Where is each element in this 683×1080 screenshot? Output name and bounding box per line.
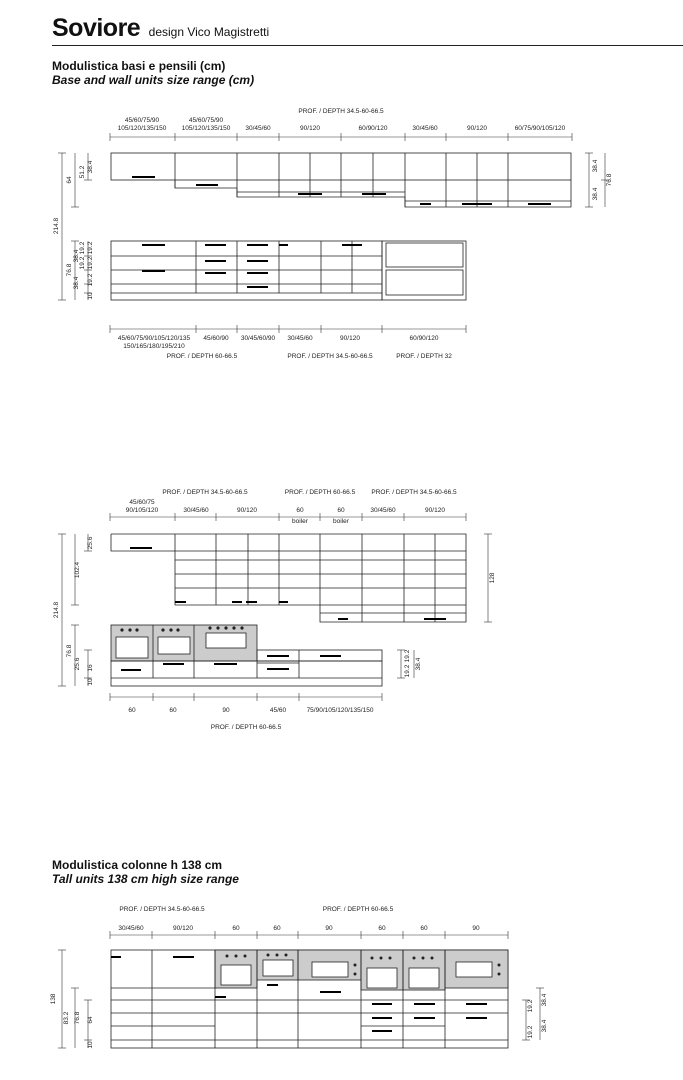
s1-dim-76: 76.8	[66, 263, 73, 277]
s3-top-width-1: 30/45/60	[118, 925, 144, 932]
s2-top-width-2: 30/45/60	[183, 507, 209, 514]
s2-bottom-width-5: 75/90/105/120/135/150	[306, 707, 374, 714]
s2-top-width-3: 90/120	[237, 507, 257, 514]
section3-title: Modulistica colonne h 138 cm	[52, 858, 223, 872]
s2-dim-16: 16	[87, 664, 94, 672]
s1-top-width-7: 90/120	[467, 125, 487, 132]
s3-top-width-7: 60	[420, 925, 428, 932]
designer-credit: design Vico Magistretti	[148, 25, 270, 39]
s1-dim-10: 10	[87, 292, 94, 300]
s3-dim-10: 10	[87, 1041, 94, 1049]
s2-bottom-depth: PROF. / DEPTH 60-66.5	[210, 724, 282, 731]
s2-dim-10: 10	[87, 678, 94, 686]
s1-dim-total: 214.8	[53, 217, 60, 235]
s1-dim-38a: 38.4	[87, 160, 94, 174]
section1-subtitle: Base and wall units size range (cm)	[52, 73, 255, 87]
s2-top-depth-2: PROF. / DEPTH 60-66.5	[284, 489, 356, 496]
s3-top-width-4: 60	[273, 925, 281, 932]
s1-bottom-depth-1: PROF. / DEPTH 60-66.5	[166, 353, 238, 360]
s2-boiler-1: boiler	[292, 518, 308, 525]
s1-top-width-2b: 105/120/135/150	[181, 125, 231, 132]
s3-top-width-3: 60	[232, 925, 240, 932]
s3-right-dim-19b: 19.2	[527, 1025, 534, 1039]
s2-right-dim-19b: 19.2	[404, 664, 411, 678]
s1-right-dim-1: 38.4	[592, 159, 599, 173]
s1-bottom-depth-2: PROF. / DEPTH 34.5-60-66.5	[287, 353, 373, 360]
s1-bottom-width-1a: 45/60/75/90/105/120/135	[117, 335, 191, 342]
s1-bottom-width-2: 45/60/90	[203, 335, 229, 342]
s3-right-dim-19a: 19.2	[527, 999, 534, 1013]
s2-dim-total: 214.8	[53, 601, 60, 619]
s2-top-width-7: 90/120	[425, 507, 445, 514]
s1-dim-19b: 19.2	[79, 256, 86, 270]
s3-top-width-8: 90	[472, 925, 480, 932]
s1-top-width-2a: 45/60/75/90	[188, 117, 224, 124]
s3-top-depth-1: PROF. / DEPTH 34.5-60-66.5	[119, 906, 205, 913]
s1-bottom-width-1b: 150/165/180/195/210	[123, 343, 185, 350]
s1-top-width-8: 60/75/90/105/120	[514, 125, 566, 132]
s2-bottom-width-4: 45/60	[269, 707, 287, 714]
s1-top-width-5: 60/90/120	[358, 125, 388, 132]
s3-right-dim-38a: 38.4	[541, 993, 548, 1007]
s1-dim-19a: 19.2	[79, 241, 86, 255]
s2-top-width-4: 60	[296, 507, 304, 514]
s2-dim-25b: 25.6	[74, 657, 81, 671]
s2-right-dim-19a: 19.2	[404, 649, 411, 663]
s2-top-width-5: 60	[337, 507, 345, 514]
s3-top-width-5: 90	[325, 925, 333, 932]
s1-top-width-6: 30/45/60	[412, 125, 438, 132]
s3-top-width-6: 60	[378, 925, 386, 932]
s1-top-width-1a: 45/60/75/90	[124, 117, 160, 124]
section3-drawing	[58, 931, 544, 1048]
s1-bottom-width-6: 60/90/120	[409, 335, 439, 342]
s2-top-width-1b: 90/105/120	[125, 507, 159, 514]
section1-title: Modulistica basi e pensili (cm)	[52, 59, 226, 73]
section2-drawing	[58, 513, 492, 701]
s1-bottom-depth-3: PROF. / DEPTH 32	[396, 353, 452, 360]
s1-bottom-width-3: 30/45/60/90	[240, 335, 276, 342]
s3-dim-83: 83.2	[63, 1011, 70, 1025]
brand-title: Soviore	[52, 14, 141, 42]
s1-dim-19e: 19.2	[87, 273, 94, 287]
s1-top-width-4: 90/120	[300, 125, 320, 132]
s2-dim-102: 102.4	[74, 561, 81, 579]
section1-drawing	[58, 133, 609, 333]
s1-right-dim-2: 76.8	[606, 173, 613, 187]
s2-top-width-1a: 45/60/75	[129, 499, 155, 506]
s1-dim-51: 51.2	[79, 165, 86, 179]
s2-top-width-6: 30/45/60	[370, 507, 396, 514]
s3-right-dim-38b: 38.4	[541, 1019, 548, 1033]
s2-right-dim-38: 38.4	[415, 657, 422, 671]
s1-top-width-3: 30/45/60	[245, 125, 271, 132]
s2-dim-76: 76.8	[66, 644, 73, 658]
s3-top-width-2: 90/120	[173, 925, 193, 932]
s1-bottom-width-5: 90/120	[340, 335, 360, 342]
s1-dim-38b: 38.4	[73, 276, 80, 290]
s1-top-width-1b: 105/120/135/150	[117, 125, 167, 132]
s3-top-depth-2: PROF. / DEPTH 60-66.5	[322, 906, 394, 913]
s1-dim-19c: 19.2	[87, 241, 94, 255]
s1-dim-64: 64	[66, 176, 73, 184]
s1-top-depth: PROF. / DEPTH 34.5-60-66.5	[298, 108, 384, 115]
section3-subtitle: Tall units 138 cm high size range	[52, 872, 239, 886]
s3-dim-138: 138	[50, 993, 57, 1005]
s1-dim-38c: 38.4	[73, 249, 80, 263]
s1-dim-19d: 19.2	[87, 256, 94, 270]
s2-boiler-2: boiler	[333, 518, 349, 525]
s2-right-dim-128: 128	[489, 572, 496, 584]
s2-bottom-width-2: 60	[169, 707, 177, 714]
s2-top-depth-1: PROF. / DEPTH 34.5-60-66.5	[162, 489, 248, 496]
s3-dim-76: 76.8	[74, 1011, 81, 1025]
s2-bottom-width-1: 60	[128, 707, 136, 714]
s3-dim-64: 64	[87, 1016, 94, 1024]
s2-dim-25a: 25.6	[87, 536, 94, 550]
s2-bottom-width-3: 90	[222, 707, 230, 714]
s1-bottom-width-4: 30/45/60	[287, 335, 313, 342]
s1-right-dim-3: 38.4	[592, 187, 599, 201]
s2-top-depth-3: PROF. / DEPTH 34.5-60-66.5	[371, 489, 457, 496]
